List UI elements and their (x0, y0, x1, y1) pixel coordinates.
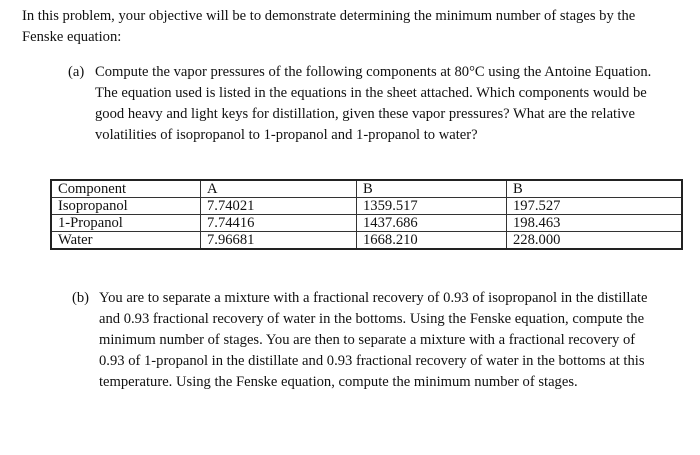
intro-paragraph: In this problem, your objective will be to demonstrate determining the minimum number of stages by the Fenske equation: (22, 8, 636, 45)
table-cell: 7.74416 (201, 215, 357, 232)
part-b (72, 288, 652, 393)
table-header-cell: B (357, 180, 507, 198)
part-b-label: (b) (72, 290, 90, 306)
table-row (51, 232, 682, 250)
table-cell: 228.000 (507, 232, 683, 250)
table-header-cell: A (201, 180, 357, 198)
antoine-constants-table (50, 179, 683, 250)
table-cell: 1-Propanol (51, 215, 201, 232)
table-cell: 197.527 (507, 198, 683, 215)
part-a-label: (a) (68, 64, 85, 80)
table-header-cell: Component (51, 180, 201, 198)
table-cell: 7.96681 (201, 232, 357, 250)
table-row (51, 215, 682, 232)
table-cell: 198.463 (507, 215, 683, 232)
table-cell: Water (51, 232, 201, 250)
table-header-cell: B (507, 180, 683, 198)
table-cell: 7.74021 (201, 198, 357, 215)
part-a (68, 62, 668, 146)
table-row (51, 198, 682, 215)
part-b-text: You are to separate a mixture with a fractional recovery of 0.93 of isopropanol in the distillate and 0.93 fractional recovery of water in the bottoms. Using the Fenske equation, compute the minimum number of stages. You are then to separate a mixture with a fractional recovery of 0.93 of 1-propanol in the distillate and 0.93 fractional recovery of water in the bottoms at this temperature. Using the Fenske equation, compute the minimum number of stages. (99, 290, 648, 390)
table-cell: Isopropanol (51, 198, 201, 215)
table-header-row (51, 180, 682, 198)
table-cell: 1668.210 (357, 232, 507, 250)
table-cell: 1359.517 (357, 198, 507, 215)
table-cell: 1437.686 (357, 215, 507, 232)
part-a-text: Compute the vapor pressures of the following components at 80°C using the Antoine Equation. The equation used is listed in the equations in the sheet attached. Which components would be good heavy and light keys for distillation, given these vapor pressures? What are the relative volatilities of isopropanol to 1-propanol and 1-propanol to water? (95, 64, 652, 143)
